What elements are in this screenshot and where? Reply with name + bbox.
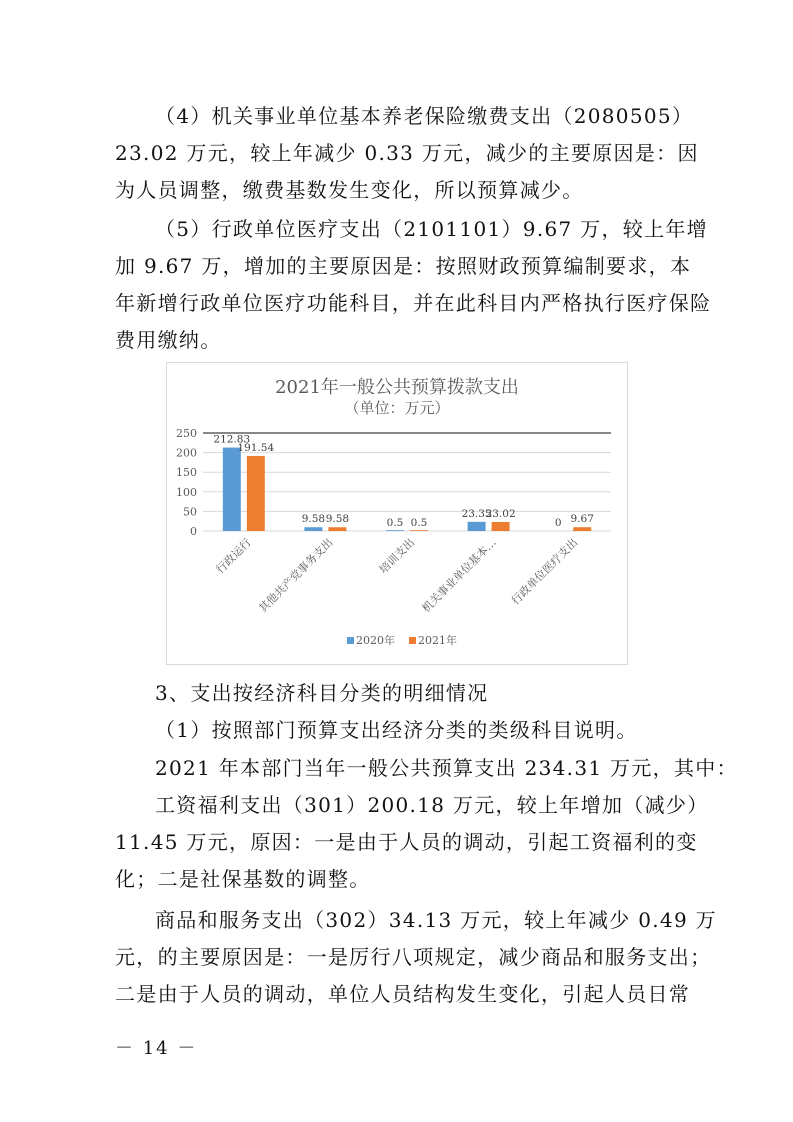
text-line: 加 9.67 万，增加的主要原因是：按照财政预算编制要求，本 <box>115 254 692 278</box>
paragraph-total <box>115 750 738 787</box>
bar <box>492 522 510 531</box>
legend-swatch <box>347 637 354 644</box>
data-label: 0.5 <box>410 516 428 529</box>
bar <box>304 527 322 531</box>
text-line: 工资福利支出（301）200.18 万元，较上年增加（减少） <box>155 793 709 817</box>
page-number: － 14 － <box>115 1038 198 1059</box>
data-label: 212.83 <box>213 433 251 446</box>
data-label: 9.58 <box>301 513 326 526</box>
bar <box>468 522 486 531</box>
paragraph-pension <box>115 98 699 209</box>
data-label: 9.67 <box>570 513 594 526</box>
text-line: 2021 年本部门当年一般公共预算支出 234.31 万元，其中： <box>155 756 738 780</box>
legend-label: 2021年 <box>418 634 457 647</box>
category-label: 培训支出 <box>376 535 418 577</box>
y-tick-label: 150 <box>176 466 197 480</box>
data-label: 23.35 <box>461 507 492 520</box>
y-tick-label: 200 <box>176 446 197 460</box>
category-label: 机关事业单位基本… <box>419 535 499 616</box>
legend-label: 2020年 <box>356 634 395 647</box>
text-line: （1）按照部门预算支出经济分类的类级科目说明。 <box>155 718 638 742</box>
bar <box>247 456 265 531</box>
paragraph-subheading <box>115 712 695 749</box>
y-tick-label: 50 <box>183 505 197 519</box>
text-line: 化；二是社保基数的调整。 <box>115 867 371 891</box>
text-line: 二是由于人员的调动，单位人员结构发生变化，引起人员日常 <box>115 982 691 1006</box>
category-label: 其他共产党事务支出 <box>256 535 336 616</box>
chart-title: 2021年一般公共预算拨款支出 <box>275 377 519 398</box>
bar <box>386 530 404 531</box>
text-line: 23.02 万元，较上年减少 0.33 万元，减少的主要原因是：因 <box>115 141 699 165</box>
data-label: 9.58 <box>325 513 350 526</box>
paragraph-salary <box>115 787 709 898</box>
paragraph-medical <box>115 211 712 359</box>
category-label: 行政运行 <box>213 535 254 577</box>
y-tick-label: 100 <box>176 485 197 499</box>
legend-swatch <box>409 637 416 644</box>
text-line: （4）机关事业单位基本养老保险缴费支出（2080505） <box>155 104 694 128</box>
section-heading <box>115 675 695 712</box>
text-line: 为人员调整，缴费基数发生变化，所以预算减少。 <box>115 178 584 202</box>
text-line: 元，的主要原因是：一是厉行八项规定，减少商品和服务支出； <box>115 945 712 969</box>
bar <box>410 530 428 531</box>
y-tick-label: 250 <box>176 427 197 440</box>
data-label: 191.54 <box>237 441 275 454</box>
data-label: 0.5 <box>386 516 404 529</box>
text-line: 3、支出按经济科目分类的明细情况 <box>155 681 489 705</box>
chart-canvas <box>167 363 627 664</box>
data-label: 0 <box>554 517 562 529</box>
category-label: 行政单位医疗支出 <box>508 535 581 608</box>
bar <box>223 448 241 531</box>
text-line: 年新增行政单位医疗功能科目，并在此科目内严格执行医疗保险 <box>115 291 712 315</box>
text-line: 费用缴纳。 <box>115 328 222 352</box>
paragraph-goods-services <box>115 902 717 1013</box>
chart-subtitle: （单位：万元） <box>344 399 450 417</box>
text-line: 商品和服务支出（302）34.13 万元，较上年减少 0.49 万 <box>155 908 717 932</box>
y-tick-label: 0 <box>190 525 197 538</box>
bar <box>573 527 591 531</box>
bar-chart <box>166 362 628 665</box>
text-line: （5）行政单位医疗支出（2101101）9.67 万，较上年增 <box>155 217 708 241</box>
bar <box>328 527 346 531</box>
text-line: 11.45 万元，原因：一是由于人员的调动，引起工资福利的变 <box>115 830 698 854</box>
data-label: 23.02 <box>485 507 516 520</box>
